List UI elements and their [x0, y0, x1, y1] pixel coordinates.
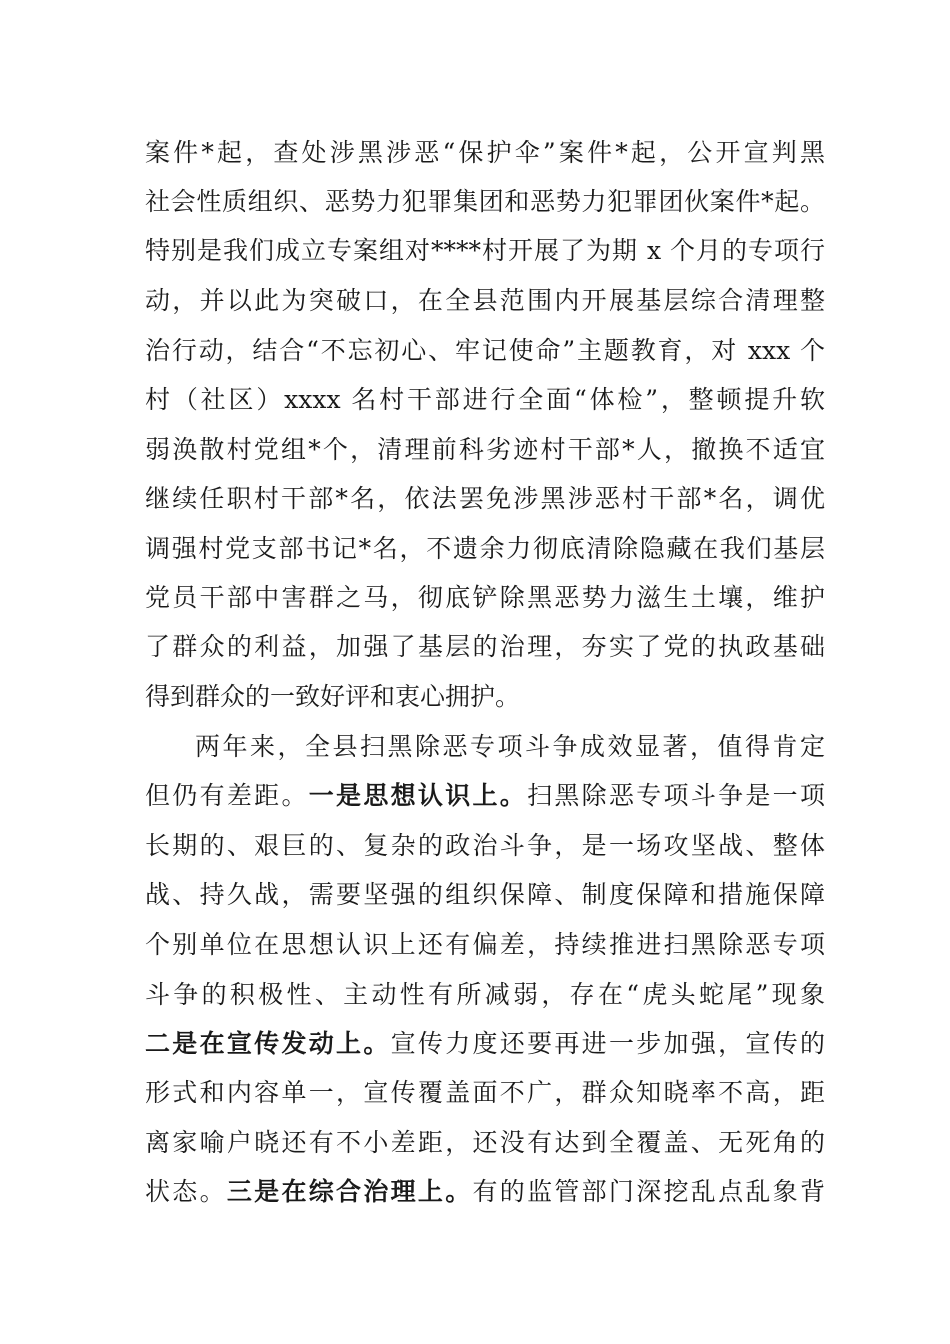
text-line: 长期的、艰巨的、复杂的政治斗争，是一场攻坚战、整体	[145, 831, 825, 860]
text-line: 了群众的利益，加强了基层的治理，夯实了党的执政基础	[145, 632, 825, 661]
text-line: 斗争的积极性、主动性有所减弱，存在“虎头蛇尾”现象	[145, 980, 825, 1009]
text-run: 扫黑除恶专项斗争是一项	[527, 781, 825, 810]
text-line: 特别是我们成立专案组对****村开展了为期 x 个月的专项行	[145, 236, 825, 265]
text-run: 状态。	[145, 1177, 227, 1206]
text-line	[145, 1019, 825, 1069]
bold-heading: 二是在宣传发动上。	[145, 1029, 391, 1058]
text-line: 战、持久战，需要坚强的组织保障、制度保障和措施保障	[145, 880, 825, 909]
text-line: 治行动，结合“不忘初心、牢记使命”主题教育，对 xxx 个	[145, 336, 825, 365]
text-line: 两年来，全县扫黑除恶专项斗争成效显著，值得肯定	[195, 732, 825, 761]
text-line: 村（社区）xxxx 名村干部进行全面“体检”，整顿提升软	[145, 385, 825, 414]
text-line: 形式和内容单一，宣传覆盖面不广，群众知晓率不高，距	[145, 1078, 825, 1107]
text-line: 社会性质组织、恶势力犯罪集团和恶势力犯罪团伙案件*起。	[145, 187, 825, 216]
text-line: 调强村党支部书记*名，不遗余力彻底清除隐藏在我们基层	[145, 534, 825, 563]
text-line: 弱涣散村党组*个，清理前科劣迹村干部*人，撤换不适宜	[145, 435, 825, 464]
text-line: 动，并以此为突破口，在全县范围内开展基层综合清理整	[145, 286, 825, 315]
text-line: 案件*起，查处涉黑涉恶“保护伞”案件*起，公开宣判黑	[145, 138, 825, 167]
text-run: 有的监管部门深挖乱点乱象背	[472, 1177, 825, 1206]
text-line	[145, 771, 825, 821]
bold-heading: 一是思想认识上。	[308, 781, 528, 810]
text-line	[145, 1167, 825, 1217]
text-line: 个别单位在思想认识上还有偏差，持续推进扫黑除恶专项	[145, 930, 825, 959]
text-line: 党员干部中害群之马，彻底铲除黑恶势力滋生土壤，维护	[145, 583, 825, 612]
text-run: 但仍有差距。	[145, 781, 309, 810]
text-line: 离家喻户晓还有不小差距，还没有达到全覆盖、无死角的	[145, 1128, 825, 1157]
text-line: 得到群众的一致好评和衷心拥护。	[145, 682, 521, 711]
text-run: 宣传力度还要再进一步加强，宣传的	[390, 1029, 825, 1058]
text-line: 继续任职村干部*名，依法罢免涉黑涉恶村干部*名，调优	[145, 484, 825, 513]
bold-heading: 三是在综合治理上。	[226, 1177, 473, 1206]
